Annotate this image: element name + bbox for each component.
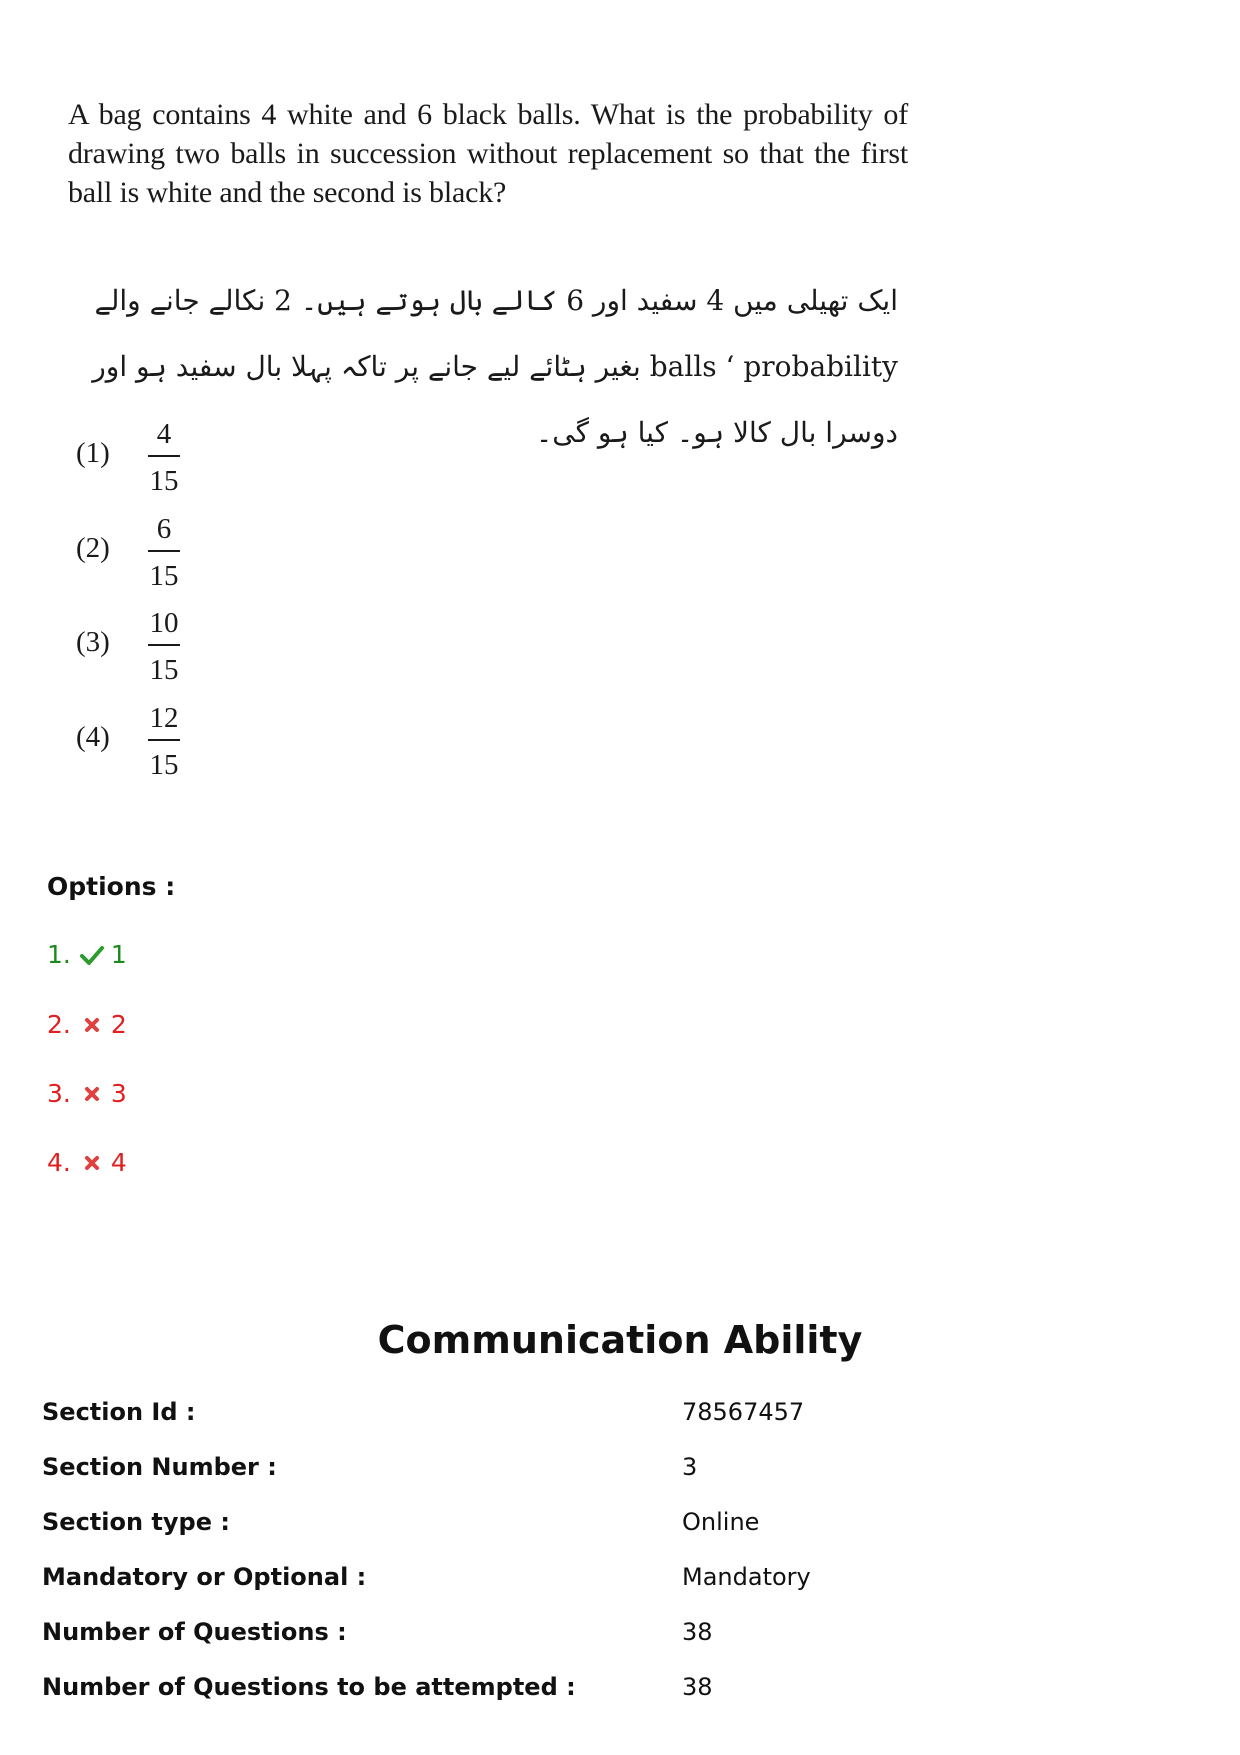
option-index: 2.	[47, 1010, 71, 1039]
info-label: Section type :	[42, 1508, 230, 1536]
info-value: 78567457	[682, 1398, 805, 1426]
info-row-section-number	[42, 1453, 1192, 1493]
option-value: 4	[110, 1148, 127, 1177]
choice-label: (1)	[76, 437, 110, 469]
option-1	[47, 940, 127, 969]
fraction-numerator: 12	[149, 702, 179, 734]
info-label: Number of Questions to be attempted :	[42, 1673, 576, 1701]
fraction-bar	[148, 550, 180, 552]
info-row-section-type	[42, 1508, 1192, 1548]
info-label: Number of Questions :	[42, 1618, 347, 1646]
fraction-bar	[148, 644, 180, 646]
section-title: Communication Ability	[377, 1318, 863, 1362]
fraction-numerator: 10	[149, 607, 179, 639]
option-index: 1.	[47, 940, 71, 969]
option-value: 3	[110, 1079, 127, 1108]
info-row-mandatory	[42, 1563, 1192, 1603]
cross-icon	[79, 1017, 105, 1033]
fraction-numerator: 4	[156, 418, 172, 450]
choice-label: (4)	[76, 721, 110, 753]
info-row-section-id	[42, 1398, 1192, 1438]
question-english: A bag contains 4 white and 6 black balls. What is the probability of drawing two balls in succession without replacement so that the first ball is white and the second is black?	[68, 98, 908, 209]
info-row-question-count	[42, 1618, 1192, 1658]
option-index: 3.	[47, 1079, 71, 1108]
option-index: 4.	[47, 1148, 71, 1177]
option-value: 1	[110, 940, 127, 969]
info-value: 3	[682, 1453, 698, 1481]
info-label: Section Id :	[42, 1398, 196, 1426]
fraction-bar	[148, 455, 180, 457]
choice-label: (3)	[76, 626, 110, 658]
choice-label: (2)	[76, 532, 110, 564]
info-label: Mandatory or Optional :	[42, 1563, 367, 1591]
info-value: Online	[682, 1508, 760, 1536]
option-value: 2	[110, 1010, 127, 1039]
fraction	[148, 510, 180, 594]
check-icon	[79, 945, 105, 965]
fraction-denominator: 15	[149, 465, 179, 497]
info-value: 38	[682, 1673, 713, 1701]
fraction-denominator: 15	[149, 749, 179, 781]
fraction-numerator: 6	[156, 513, 172, 545]
cross-icon	[79, 1155, 105, 1171]
info-value: 38	[682, 1618, 713, 1646]
info-row-attempt-count	[42, 1673, 1192, 1713]
fraction-bar	[148, 739, 180, 741]
fraction	[148, 604, 180, 688]
fraction	[148, 699, 180, 783]
fraction	[148, 415, 180, 499]
fraction-denominator: 15	[149, 560, 179, 592]
fraction-denominator: 15	[149, 654, 179, 686]
info-label: Section Number :	[42, 1453, 277, 1481]
cross-icon	[79, 1086, 105, 1102]
info-value: Mandatory	[682, 1563, 811, 1591]
option-4	[47, 1148, 127, 1177]
option-3	[47, 1079, 127, 1108]
options-heading: Options :	[47, 872, 176, 901]
question-urdu: ایک تھیلی میں 4 سفید اور 6 کالے بال ہوتے ہیں۔ 2 نکالے جانے والے balls ‘ probability بغیر ہٹائے لیے جانے پر تاکہ پہلا بال سفید ہو اور دوسرا بال کالا ہو۔ کیا ہو گی۔	[92, 284, 898, 449]
option-2	[47, 1010, 127, 1039]
